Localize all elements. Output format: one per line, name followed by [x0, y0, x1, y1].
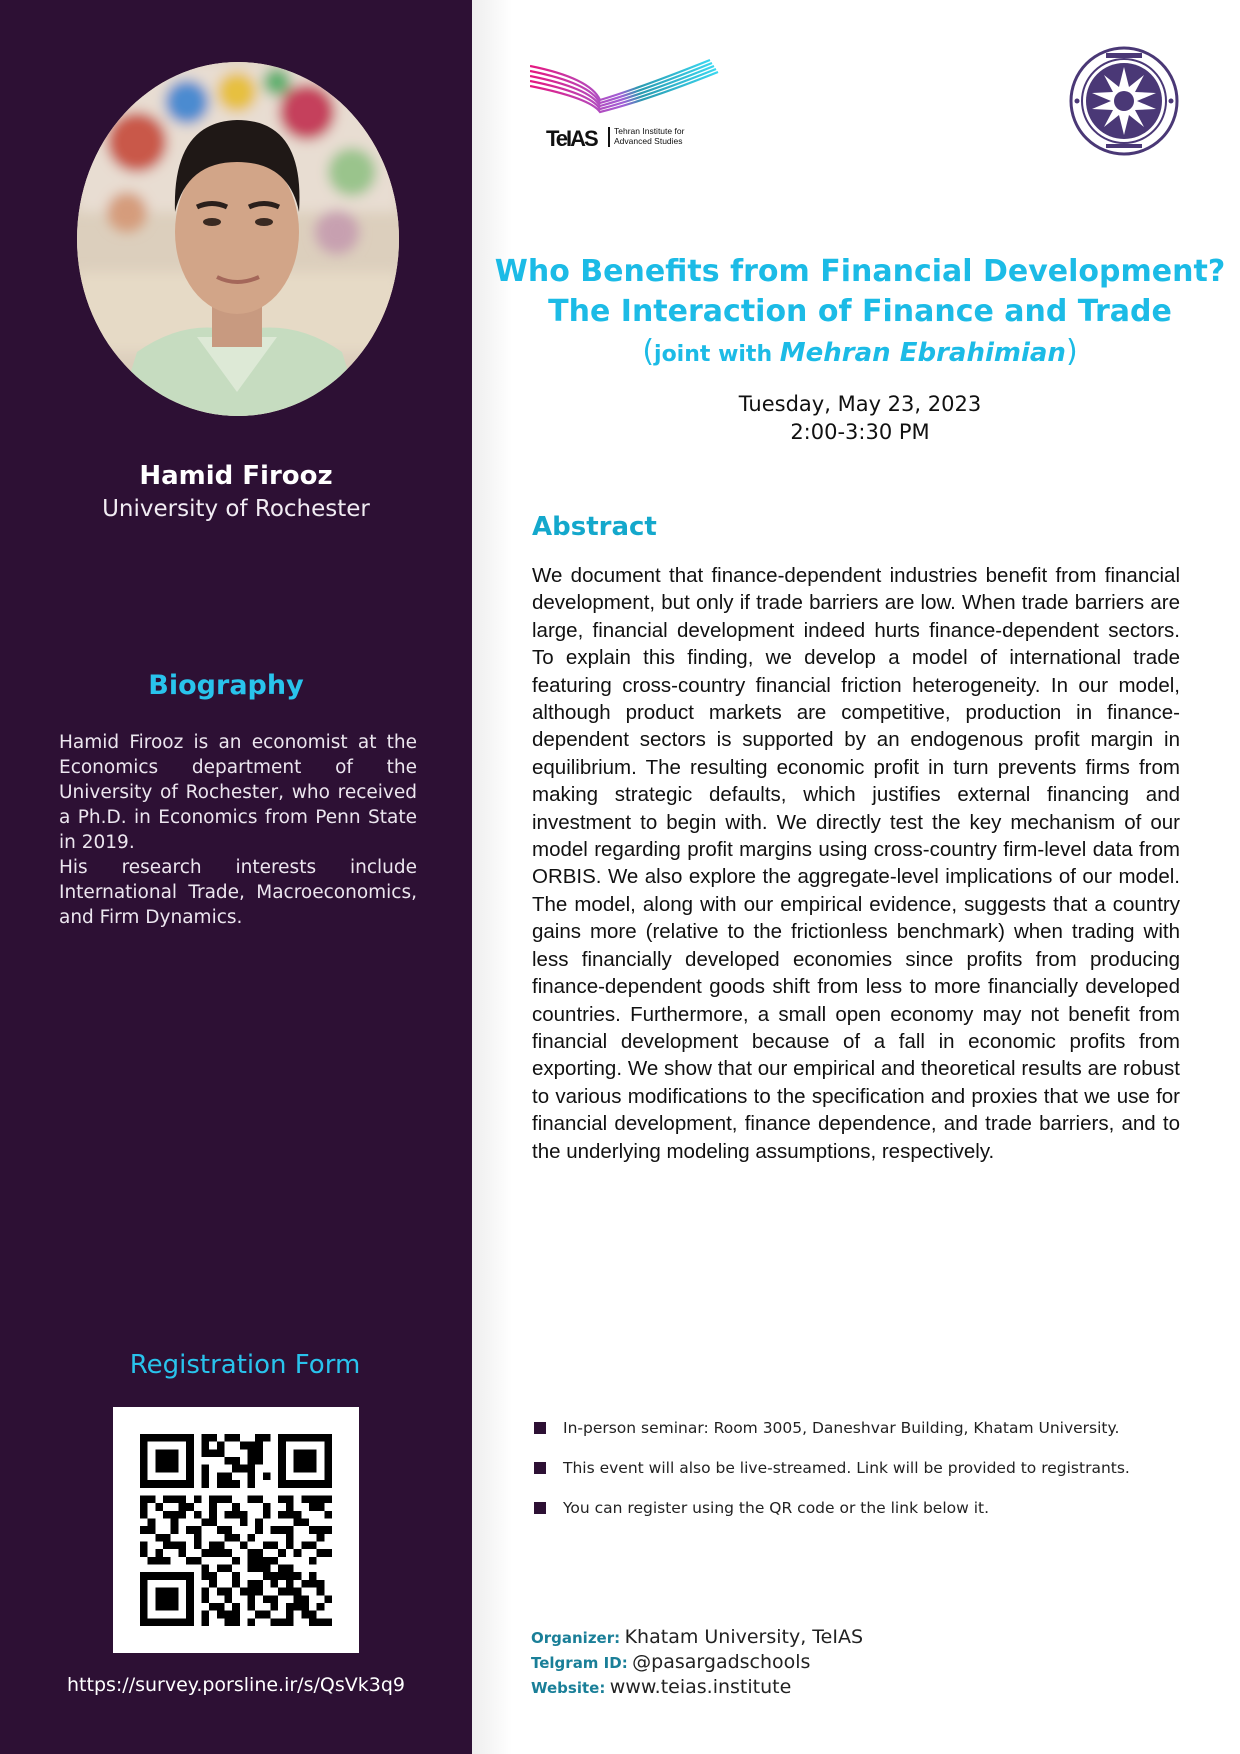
qr-code-icon: [140, 1434, 332, 1626]
telegram-value[interactable]: @pasargadschools: [632, 1651, 811, 1673]
note-item: [534, 1408, 1214, 1448]
teias-subtitle: [614, 126, 684, 146]
website-link[interactable]: www.teias.institute: [609, 1676, 792, 1698]
note-item: [534, 1488, 1214, 1528]
talk-title-line: Who Benefits from Financial Development?: [494, 254, 1226, 289]
note-text: This event will also be live-streamed. Link will be provided to registrants.: [563, 1459, 1130, 1477]
square-bullet-icon: [534, 1502, 546, 1514]
registration-heading: Registration Form: [129, 1350, 361, 1380]
talk-date: Tuesday, May 23, 2023: [738, 392, 982, 416]
biography-heading: Biography: [148, 670, 304, 701]
organizer-label: Organizer:: [531, 1629, 621, 1647]
contact-info: [531, 1625, 863, 1700]
paren-open: (: [642, 334, 655, 369]
paren-close: ): [1065, 334, 1078, 369]
organizer-value: Khatam University, TeIAS: [624, 1626, 864, 1648]
biography-paragraph: Hamid Firooz is an economist at the Economics department of the University of Rochester, who received a Ph.D. in Economics from Penn State in 2019.: [59, 732, 417, 853]
square-bullet-icon: [534, 1422, 546, 1434]
coauthor-line: [480, 334, 1240, 369]
speaker-affiliation: University of Rochester: [102, 496, 370, 522]
registration-qr-code[interactable]: [113, 1407, 359, 1653]
note-text: You can register using the QR code or the link below it.: [563, 1499, 990, 1517]
khatam-university-seal-icon: [1068, 45, 1180, 157]
telegram-label: Telgram ID:: [531, 1654, 628, 1672]
speaker-photo: [77, 62, 399, 416]
teias-subtitle-line: Tehran Institute for: [614, 126, 685, 136]
teias-wave-icon: [530, 58, 720, 118]
biography-text: [59, 730, 417, 930]
coauthor-name: Mehran Ebrahimian: [779, 338, 1066, 368]
teias-brand: TeIAS: [546, 126, 597, 151]
talk-datetime: [480, 390, 1240, 446]
logo-divider: [608, 127, 610, 147]
note-item: [534, 1448, 1214, 1488]
event-notes: [534, 1408, 1214, 1528]
website-row: [531, 1675, 863, 1700]
teias-subtitle-line: Advanced Studies: [614, 136, 683, 146]
abstract-text: We document that finance-dependent industries benefit from financial development, but only if trade barriers are low. When trade barriers are large, financial development indeed hurts finance-dependent sectors. To explain this finding, we develop a model of international trade featuring cross-country financial friction heterogeneity. In our model, although product markets are competitive, production in finance-dependent sectors is supported by an endogenous profit margin in equilibrium. The resulting economic profit in turn prevents firms from making strategic defaults, which justifies external financing and investment to begin with. We directly test the key mechanism of our model regarding profit margins using cross-country firm-level data from ORBIS. We also explore the aggregate-level implications of our model. The model, along with our empirical evidence, suggests that a country gains more (relative to the frictionless benchmark) when trading with less financially developed economies since profits from producing finance-dependent goods shift from less to more financially developed countries. Furthermore, a small open economy may not benefit from financial development because of a fall in economic profits from exporting. We show that our empirical and theoretical results are robust to various modifications to the specification and proxies that we use for financial development, finance dependence, and trade barriers, and to the underlying modeling assumptions, respectively.: [532, 564, 1180, 1163]
telegram-row: [531, 1650, 863, 1675]
speaker-name: Hamid Firooz: [139, 461, 333, 491]
joint-prefix: joint with: [654, 342, 780, 367]
teias-logo: [530, 58, 720, 150]
organizer-row: [531, 1625, 863, 1650]
talk-time: 2:00-3:30 PM: [790, 420, 930, 444]
talk-title: [480, 252, 1240, 332]
square-bullet-icon: [534, 1462, 546, 1474]
talk-title-line: The Interaction of Finance and Trade: [548, 294, 1172, 329]
biography-paragraph: His research interests include International Trade, Macroeconomics, and Firm Dynamics.: [59, 857, 417, 928]
abstract-heading: Abstract: [532, 512, 657, 542]
registration-link[interactable]: https://survey.porsline.ir/s/QsVk3q9: [67, 1674, 405, 1696]
website-label: Website:: [531, 1679, 606, 1697]
note-text: In-person seminar: Room 3005, Daneshvar Building, Khatam University.: [563, 1419, 1120, 1437]
